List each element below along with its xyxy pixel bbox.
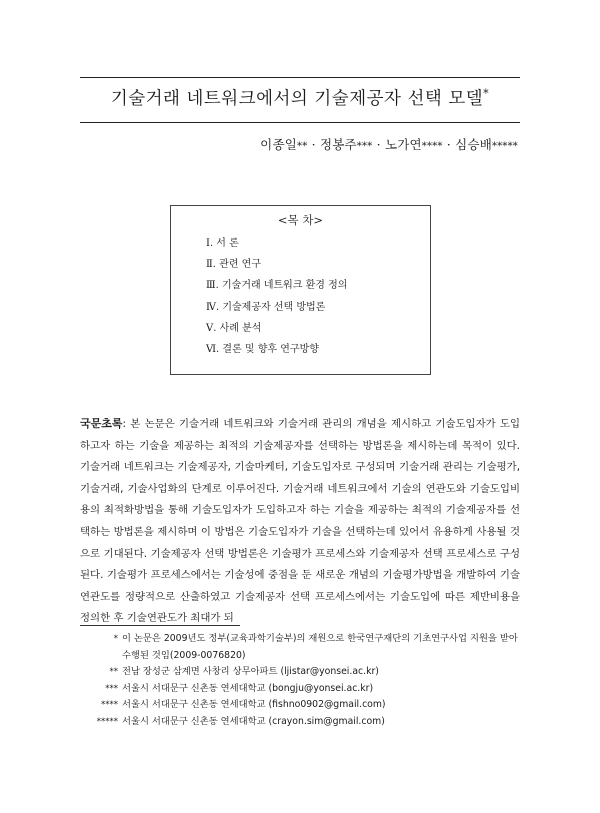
author-name: 이종일 <box>260 137 297 152</box>
abstract-label: 국문초록 <box>80 417 123 430</box>
footnote-mark: ***** <box>96 716 118 727</box>
paper-title-text: 기술거래 네트워크에서의 기술제공자 선택 모델 <box>110 89 484 109</box>
korean-abstract <box>80 413 520 630</box>
footnote-mark: **** <box>101 700 118 711</box>
author-mark: ***** <box>492 141 518 152</box>
footnote-mark: * <box>113 634 118 644</box>
toc-heading: <목 차> <box>277 213 324 227</box>
footnote-item <box>80 681 520 698</box>
author-separator: · <box>311 137 316 152</box>
footnote-text: 서울시 서대문구 신촌동 연세대학교 (fishno0902@gmail.com) <box>122 699 386 711</box>
author-mark: *** <box>356 141 373 152</box>
author-separator: · <box>446 137 451 152</box>
footnote-item <box>80 697 520 714</box>
author-mark: **** <box>421 141 443 152</box>
footnote-item <box>80 714 520 731</box>
footnote-mark: *** <box>105 683 118 694</box>
author-name: 정봉주 <box>319 137 357 152</box>
toc-list <box>206 233 347 360</box>
title-rule-bottom <box>80 122 520 123</box>
toc-item: Ⅴ. 사례 분석 <box>206 322 262 334</box>
abstract-text: : 본 논문은 기술거래 네트워크와 기술거래 관리의 개념을 제시하고 기술도입자가 도입하고자 하는 기술을 제공하는 최적의 기술제공자를 선택하는 방법론을 제시하는데 목적이 있다. 기술거래 네트워크는 기술제공자, 기술마케터, 기술도입자로 구성되며 기술거래 관리는 기술평가, 기술거래, 기술사업화의 단계로 이루어진다. 기술거래 네트워크에서 기술의 연관도와 기술도입비용의 최적화방법을 통해 기술도입자가 도입하고자 하는 기술을 제공하는 최적의 기술제공자를 선택하는 방법론을 제시하며 이 방법은 기술도입자가 기술을 선택하는데 있어서 유용하게 사용될 것으로 기대된다. 기술제공자 선택 방법론은 기술평가 프로세스와 기술제공자 선택 프로세스로 구성된다. 기술평가 프로세스에서는 기술성에 중점을 둔 새로운 개념의 기술평가방법을 개발하여 기술연관도를 정량적으로 산출하였고 기술제공자 선택 프로세스에서는 기술도입에 따른 제반비용을 정의한 후 기술연관도가 최대가 되 <box>80 418 520 625</box>
table-of-contents <box>170 205 431 375</box>
author-line <box>260 135 518 153</box>
toc-item: Ⅵ. 결론 및 향후 연구방향 <box>206 343 319 355</box>
footnote-text: 이 논문은 2009년도 정부(교육과학기술부)의 재원으로 한국연구재단의 기초연구사업 지원을 받아 수행된 것임(2009-0076820) <box>122 633 518 661</box>
author-name: 노가연 <box>384 137 422 152</box>
title-rule-top <box>80 77 520 78</box>
paper-title <box>80 85 520 110</box>
footnote-rule <box>80 625 240 626</box>
title-footnote-mark: * <box>483 87 490 101</box>
toc-item: Ⅱ. 관련 연구 <box>206 259 261 271</box>
author-separator: · <box>376 137 381 152</box>
footnote-mark: ** <box>109 667 118 678</box>
toc-item: Ⅲ. 기술거래 네트워크 환경 정의 <box>206 280 348 292</box>
footnote-item <box>80 664 520 681</box>
footnotes <box>80 631 520 731</box>
footnote-text: 서울시 서대문구 신촌동 연세대학교 (crayon.sim@gmail.com) <box>122 715 385 727</box>
toc-item: Ⅳ. 기술제공자 선택 방법론 <box>206 301 326 313</box>
footnote-item <box>80 631 520 664</box>
author-name: 심승배 <box>455 137 492 152</box>
toc-item: Ⅰ. 서 론 <box>206 238 239 249</box>
author-mark: ** <box>297 141 308 152</box>
footnote-text: 전남 장성군 삼계면 사창리 상무아파트 (ljistar@yonsei.ac.kr) <box>122 666 379 678</box>
footnote-text: 서울시 서대문구 신촌동 연세대학교 (bongju@yonsei.ac.kr) <box>122 682 374 694</box>
